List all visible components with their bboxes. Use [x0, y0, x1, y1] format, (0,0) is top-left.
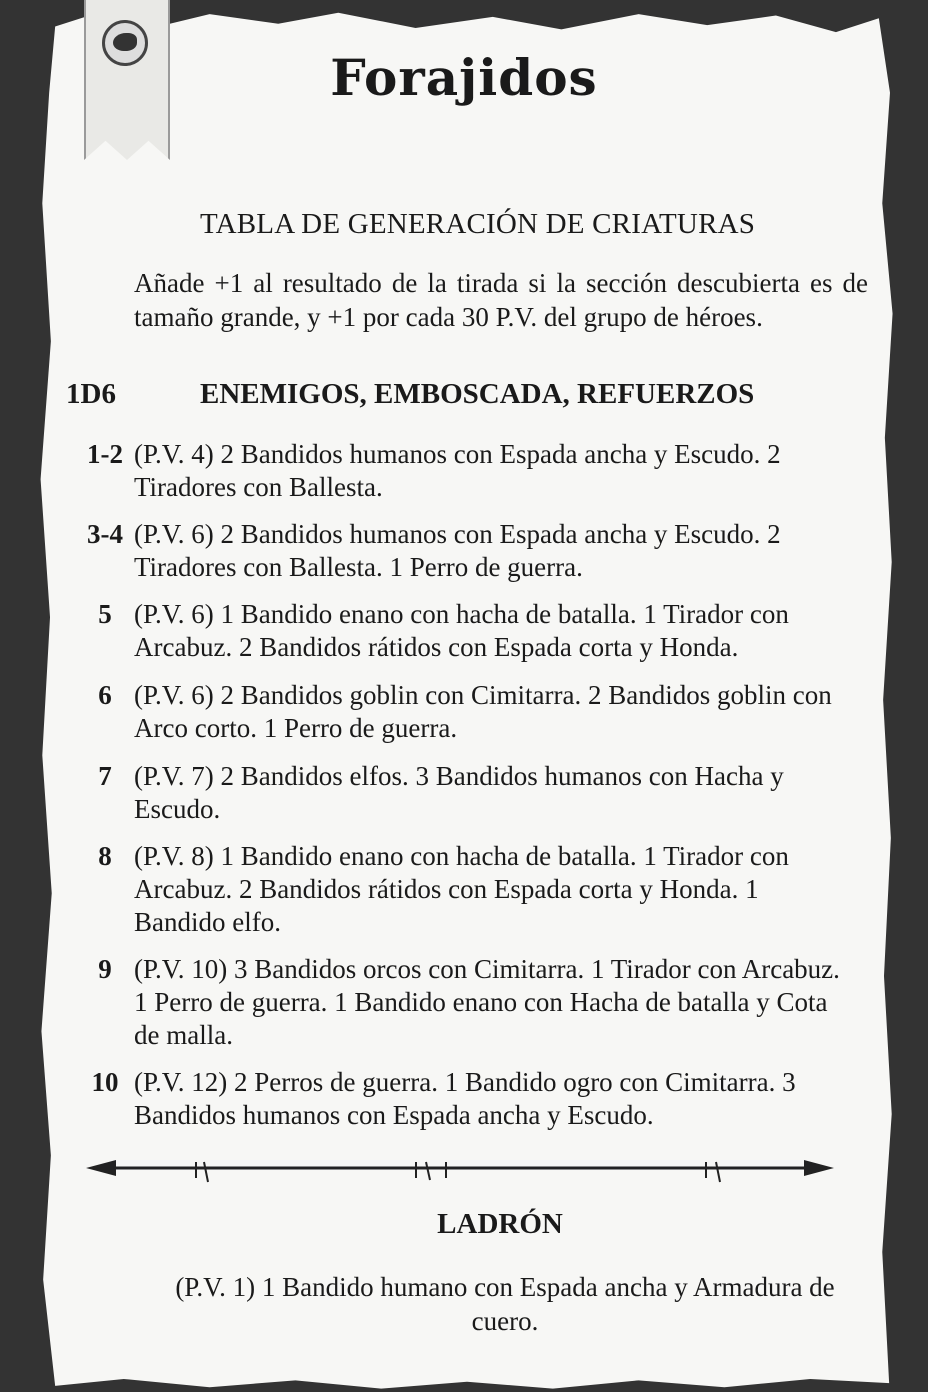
spear-divider-icon [86, 1148, 834, 1188]
roll-value: 1-2 [87, 439, 123, 469]
roll-value: 6 [98, 680, 112, 710]
dice-column-header: 1D6 [66, 378, 116, 410]
row-text: (P.V. 12) 2 Perros de guerra. 1 Bandido ogro con Cimitarra. 3 Bandidos humanos con Espada ancha y Escudo. [134, 1067, 796, 1130]
row-text: (P.V. 10) 3 Bandidos orcos con Cimitarra. 1 Tirador con Arcabuz. 1 Perro de guerra. 1 Bandido enano con Hacha de batalla y Cota de malla. [134, 954, 840, 1050]
row-text: (P.V. 7) 2 Bandidos elfos. 3 Bandidos humanos con Hacha y Escudo. [134, 761, 784, 824]
row-text: (P.V. 6) 2 Bandidos goblin con Cimitarra. 2 Bandidos goblin con Arco corto. 1 Perro de guerra. [134, 680, 832, 743]
enemies-column-header: ENEMIGOS, EMBOSCADA, REFUERZOS [200, 378, 755, 410]
roll-value: 7 [98, 761, 112, 791]
row-text: (P.V. 6) 2 Bandidos humanos con Espada ancha y Escudo. 2 Tiradores con Ballesta. 1 Perro de guerra. [134, 519, 781, 582]
page-title: Forajidos [330, 48, 598, 107]
roll-value: 8 [98, 841, 112, 871]
thief-heading: LADRÓN [437, 1208, 563, 1240]
row-text: (P.V. 6) 1 Bandido enano con hacha de batalla. 1 Tirador con Arcabuz. 2 Bandidos rátidos con Espada corta y Honda. [134, 599, 789, 662]
row-text: (P.V. 4) 2 Bandidos humanos con Espada ancha y Escudo. 2 Tiradores con Ballesta. [134, 439, 781, 502]
intro-text: Añade +1 al resultado de la tirada si la sección descubierta es de tamaño grande, y +1 por cada 30 P.V. del grupo de héroes. [134, 268, 868, 332]
roll-value: 9 [98, 954, 112, 984]
table-heading: TABLA DE GENERACIÓN DE CRIATURAS [200, 208, 756, 240]
roll-value: 5 [98, 599, 112, 629]
row-text: (P.V. 8) 1 Bandido enano con hacha de batalla. 1 Tirador con Arcabuz. 2 Bandidos rátidos con Espada corta y Honda. 1 Bandido elfo. [134, 841, 789, 937]
roll-value: 10 [91, 1067, 119, 1097]
thief-text: (P.V. 1) 1 Bandido humano con Espada ancha y Armadura de cuero. [175, 1272, 835, 1336]
roll-value: 3-4 [87, 519, 123, 549]
